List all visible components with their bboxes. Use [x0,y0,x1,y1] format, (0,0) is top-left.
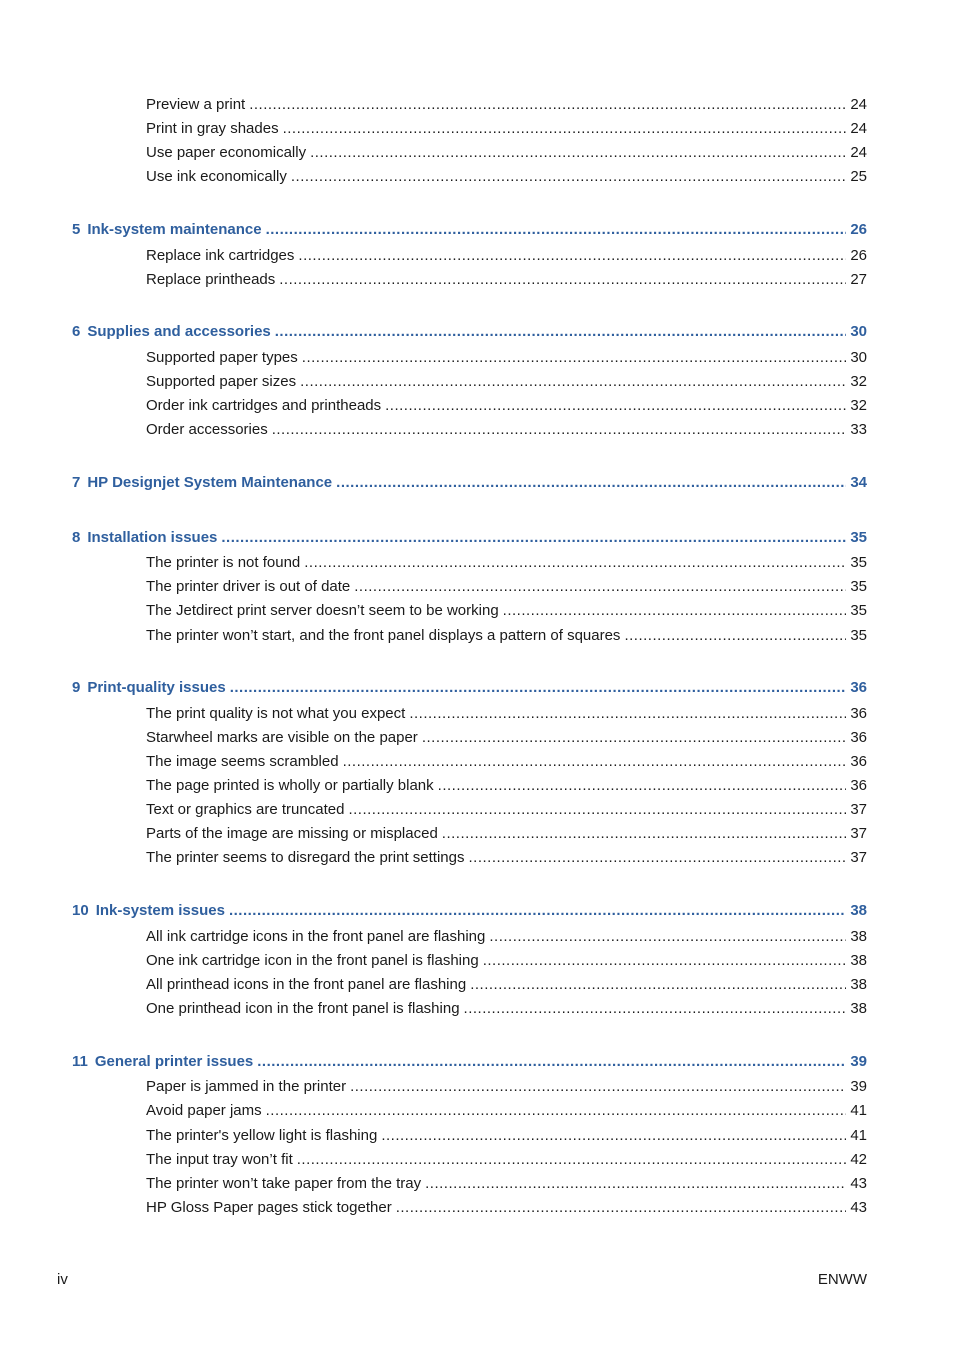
dot-leader [489,927,846,947]
toc-chapter-entry[interactable] [72,1052,867,1072]
dot-leader [221,528,846,548]
section-title: Supported paper sizes [146,373,297,390]
section-title: Supported paper types [146,349,298,366]
dot-leader [298,246,846,266]
chapter-title: Ink-system issues [95,902,225,919]
toc-section-entry[interactable] [146,270,867,290]
page-number: 38 [850,976,867,993]
dot-leader [469,848,847,868]
dot-leader [302,348,847,368]
toc-section-entry[interactable] [146,348,867,368]
chapter-title: Ink-system maintenance [87,221,262,238]
chapter-number: 10 [72,902,89,919]
toc-section-entry[interactable] [146,143,867,163]
page-number: 25 [850,168,867,185]
section-title: Replace ink cartridges [146,247,295,264]
dot-leader [283,119,847,139]
dot-leader [483,951,847,971]
section-title: Paper is jammed in the printer [146,1078,347,1095]
section-title: Order ink cartridges and printheads [146,397,382,414]
section-title: One printhead icon in the front panel is flashing [146,1000,460,1017]
section-title: All ink cartridge icons in the front panel are flashing [146,928,486,945]
dot-leader [279,270,846,290]
dot-leader [266,220,847,240]
chapter-title: General printer issues [94,1053,254,1070]
chapter-title: Supplies and accessories [87,323,271,340]
page-number: 38 [850,902,867,919]
dot-leader [343,752,847,772]
dot-leader [272,420,847,440]
page-number: 30 [850,349,867,366]
page-number: 26 [850,247,867,264]
toc-section-entry[interactable] [146,824,867,844]
page-number: 43 [850,1175,867,1192]
page-number: 30 [850,323,867,340]
toc-section-entry[interactable] [146,975,867,995]
page-number: 34 [850,474,867,491]
section-title: Order accessories [146,421,268,438]
page-number: 27 [850,271,867,288]
page-number: 35 [850,578,867,595]
page-number: 37 [850,825,867,842]
section-title: The printer seems to disregard the print settings [146,849,465,866]
page-number: 39 [850,1078,867,1095]
page-number: 32 [850,397,867,414]
page-number: 36 [850,705,867,722]
dot-leader [229,901,846,921]
page-number: 38 [850,1000,867,1017]
section-title: Parts of the image are missing or misplaced [146,825,438,842]
toc-section-entry[interactable] [146,95,867,115]
toc-chapter-entry[interactable] [72,220,867,240]
dot-leader [409,704,846,724]
chapter-number: 6 [72,323,81,340]
toc-section-entry[interactable] [146,372,867,392]
chapter-title: Installation issues [87,529,218,546]
dot-leader [350,1077,846,1097]
toc-section-entry[interactable] [146,1077,867,1097]
toc-section-entry[interactable] [146,577,867,597]
dot-leader [442,824,847,844]
dot-leader [422,728,847,748]
toc-section-entry[interactable] [146,1150,867,1170]
section-title: The printer is not found [146,554,301,571]
dot-leader [266,1101,847,1121]
toc-chapter-entry[interactable] [72,901,867,921]
dot-leader [348,800,846,820]
page-number: 36 [850,679,867,696]
dot-leader [336,473,846,493]
toc-section-entry[interactable] [146,396,867,416]
toc-chapter-entry[interactable] [72,528,867,548]
dot-leader [230,678,847,698]
page-number: 41 [850,1127,867,1144]
toc-section-entry[interactable] [146,1101,867,1121]
section-title: Use ink economically [146,168,287,185]
section-title: HP Gloss Paper pages stick together [146,1199,392,1216]
page-number: 39 [850,1053,867,1070]
dot-leader [354,577,846,597]
chapter-number: 11 [72,1053,88,1070]
page-number: 41 [850,1102,867,1119]
toc-chapter-entry[interactable] [72,322,867,342]
section-title: The image seems scrambled [146,753,339,770]
dot-leader [304,553,846,573]
section-title: The printer's yellow light is flashing [146,1127,378,1144]
page-number: 36 [850,777,867,794]
page-number: 35 [850,602,867,619]
section-title: The printer won’t take paper from the tray [146,1175,422,1192]
toc-chapter-entry[interactable] [72,473,867,493]
chapter-number: 7 [72,474,81,491]
section-title: The Jetdirect print server doesn’t seem to be working [146,602,499,619]
chapter-title: HP Designjet System Maintenance [87,474,333,491]
toc-section-entry[interactable] [146,1198,867,1218]
page-number: 43 [850,1199,867,1216]
page-number: 24 [850,144,867,161]
section-title: Preview a print [146,96,246,113]
toc-section-entry[interactable] [146,119,867,139]
section-title: Print in gray shades [146,120,279,137]
chapter-number: 5 [72,221,81,238]
toc-section-entry[interactable] [146,601,867,621]
dot-leader [275,322,847,342]
dot-leader [470,975,846,995]
chapter-number: 8 [72,529,81,546]
page-number: 37 [850,849,867,866]
toc-section-entry[interactable] [146,728,867,748]
toc-section-entry[interactable] [146,553,867,573]
footer-label: ENWW [817,1271,867,1288]
toc-section-entry[interactable] [146,167,867,187]
page-number: 42 [850,1151,867,1168]
toc-section-entry[interactable] [146,800,867,820]
page-number: 35 [850,627,867,644]
toc-section-entry[interactable] [146,999,867,1019]
footer-page-number: iv [57,1271,68,1288]
section-title: Starwheel marks are visible on the paper [146,729,418,746]
section-title: The printer won’t start, and the front panel displays a pattern of squares [146,627,621,644]
dot-leader [624,626,846,646]
section-title: One ink cartridge icon in the front panel is flashing [146,952,479,969]
page-number: 24 [850,96,867,113]
dot-leader [385,396,846,416]
page-number: 32 [850,373,867,390]
page-number: 35 [850,554,867,571]
toc-section-entry[interactable] [146,951,867,971]
toc-section-entry[interactable] [146,1174,867,1194]
toc-section-entry[interactable] [146,776,867,796]
page-number: 38 [850,928,867,945]
dot-leader [249,95,846,115]
dot-leader [396,1198,847,1218]
section-title: All printhead icons in the front panel are flashing [146,976,467,993]
toc-section-entry[interactable] [146,848,867,868]
toc-section-entry[interactable] [146,626,867,646]
chapter-number: 9 [72,679,81,696]
dot-leader [310,143,846,163]
section-title: The page printed is wholly or partially blank [146,777,434,794]
dot-leader [425,1174,846,1194]
section-title: The input tray won’t fit [146,1151,293,1168]
page-number: 38 [850,952,867,969]
page-number: 33 [850,421,867,438]
dot-leader [503,601,847,621]
dot-leader [464,999,847,1019]
toc-section-entry[interactable] [146,752,867,772]
page-number: 26 [850,221,867,238]
section-title: The print quality is not what you expect [146,705,406,722]
toc-section-entry[interactable] [146,246,867,266]
toc-section-entry[interactable] [146,1126,867,1146]
section-title: Use paper economically [146,144,307,161]
section-title: Replace printheads [146,271,276,288]
section-title: Text or graphics are truncated [146,801,345,818]
page-number: 37 [850,801,867,818]
toc-section-entry[interactable] [146,704,867,724]
dot-leader [381,1126,846,1146]
dot-leader [300,372,846,392]
dot-leader [438,776,847,796]
dot-leader [291,167,846,187]
page-number: 24 [850,120,867,137]
chapter-title: Print-quality issues [87,679,226,696]
toc-section-entry[interactable] [146,420,867,440]
toc-section-entry[interactable] [146,927,867,947]
dot-leader [257,1052,846,1072]
page-number: 36 [850,729,867,746]
section-title: The printer driver is out of date [146,578,351,595]
section-title: Avoid paper jams [146,1102,262,1119]
page-number: 35 [850,529,867,546]
page-number: 36 [850,753,867,770]
dot-leader [297,1150,847,1170]
toc-chapter-entry[interactable] [72,678,867,698]
